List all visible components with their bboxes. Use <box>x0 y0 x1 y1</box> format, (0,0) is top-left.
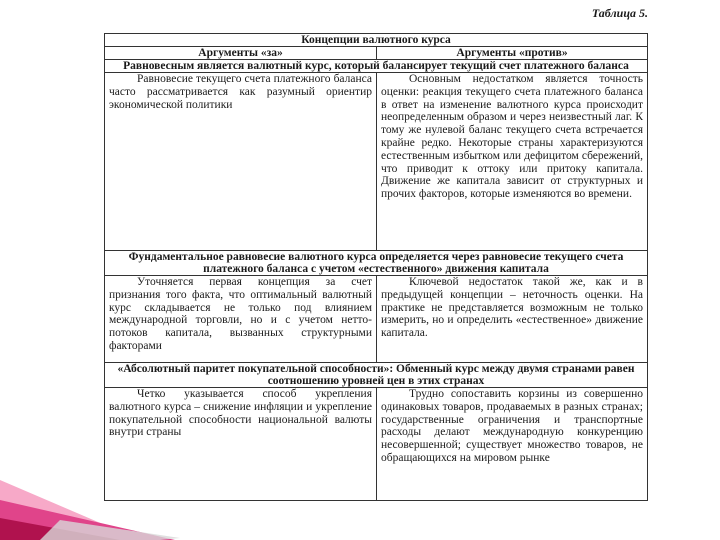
concept-table <box>104 33 648 501</box>
section-row-current-account <box>105 73 647 251</box>
section-heading-ppp: «Абсолютный паритет покупательной способности»: Обменный курс между двумя странами равен соотношению уровней цен в этих странах <box>105 363 647 388</box>
column-header-con: Аргументы «против» <box>376 47 647 59</box>
table-caption: Таблица 5. <box>591 6 648 20</box>
con-cell: Основным недостатком является точность оценки: реакция текущего счета платежного баланса в ответ на изменение валютного курса происходит неопределенным образом и через неизвестный лаг. К тому же нулевой баланс текущего счета встречается крайне редко. Некоторые страны характеризуются естественным избытком или дефицитом сбережений, что приводит к оттоку или притоку капитала. Движение же капитала зависит от структурных и прочих факторов, которые изменяются во времени. <box>376 73 647 250</box>
column-header-row <box>105 47 647 60</box>
section-row-fundamental <box>105 276 647 363</box>
column-header-pro: Аргументы «за» <box>198 47 283 59</box>
table-title: Концепции валютного курса <box>105 34 647 47</box>
con-cell: Трудно сопоставить корзины из совершенно одинаковых товаров, продаваемых в разных странах; государственные ограничения и транспортные расходы делают международную конкуренцию несовершенной; существует множество товаров, не обращающихся на мировом рынке <box>376 388 647 500</box>
pro-cell: Четко указывается способ укрепления валютного курса – снижение инфляции и укрепление покупательной способности национальной валюты внутри страны <box>109 388 372 439</box>
section-heading-fundamental: Фундаментальное равновесие валютного курса определяется через равновесие текущего счета платежного баланса с учетом «естественного» движения капитала <box>105 251 647 276</box>
pro-cell: Уточняется первая концепция за счет признания того факта, что оптимальный валютный курс складывается не только под влиянием международной торговли, но и с учетом нетто-потоков капитала, вызванных структурными факторами <box>109 276 372 352</box>
section-heading-current-account: Равновесным является валютный курс, который балансирует текущий счет платежного баланса <box>105 60 647 73</box>
con-cell: Ключевой недостаток такой же, как и в предыдущей концепции – неточность оценки. На практике не представляется возможным не только измерить, но и определить «естественное» движение капитала. <box>376 276 647 362</box>
section-row-ppp <box>105 388 647 500</box>
pro-cell: Равновесие текущего счета платежного баланса часто рассматривается как разумный ориентир экономической политики <box>109 73 372 111</box>
